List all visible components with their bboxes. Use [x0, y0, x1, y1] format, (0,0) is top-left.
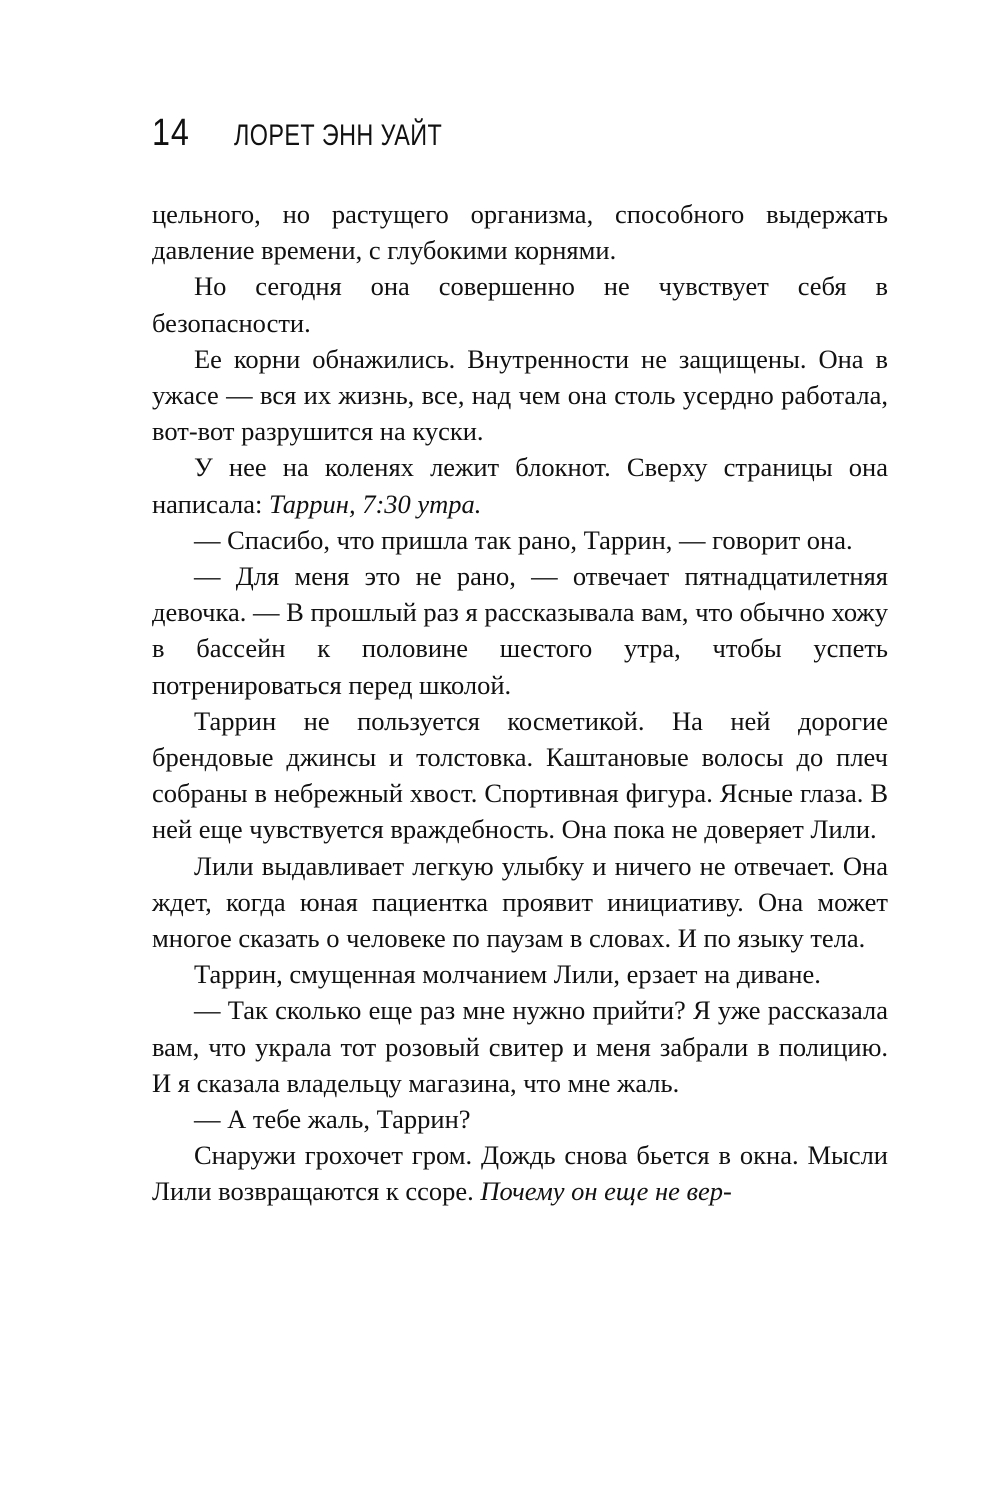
paragraph: Ее корни обнажились. Внутренности не защищены. Она в ужасе — вся их жизнь, все, над чем она столь усердно работала, вот-вот разрушится на куски. [152, 343, 888, 447]
paragraph: Снаружи грохочет гром. Дождь снова бьется в окна. Мысли Лили возвращаются к ссоре. Почему он еще не вер- [152, 1140, 888, 1207]
paragraph: — А тебе жаль, Таррин? [194, 1104, 471, 1135]
paragraph: — Так сколько еще раз мне нужно прийти? Я уже рассказала вам, что украла тот розовый свитер и меня забрали в полицию. И я сказала владельцу магазина, что мне жаль. [152, 995, 888, 1098]
author-name: ЛОРЕТ ЭНН УАЙТ [234, 119, 443, 152]
paragraph: Таррин не пользуется косметикой. На ней дорогие брендовые джинсы и толстовка. Каштановые волосы до плеч собраны в небрежный хвост. Спортивная фигура. Ясные глаза. В ней еще чувствуется враждебность. Она пока не доверяет Лили. [152, 705, 888, 845]
italic-phrase: Почему он еще не вер- [480, 1176, 732, 1207]
page-number: 14 [152, 112, 190, 154]
body-text [152, 196, 888, 1210]
paragraph: — Спасибо, что пришла так рано, Таррин, — говорит она. [194, 524, 853, 555]
paragraph: Таррин, смущенная молчанием Лили, ерзает на диване. [194, 959, 821, 990]
italic-phrase: Таррин, 7:30 утра. [269, 488, 482, 519]
paragraph: У нее на коленях лежит блокнот. Сверху страницы она написала: Таррин, 7:30 утра. [152, 452, 888, 519]
running-head [152, 112, 888, 170]
paragraph: Но сегодня она совершенно не чувствует себя в безопасности. [152, 271, 888, 338]
paragraph: Лили выдавливает легкую улыбку и ничего не отвечает. Она ждет, когда юная пациентка проявит инициативу. Она может многое сказать о человеке по паузам в словах. И по языку тела. [152, 850, 888, 954]
paragraph: — Для меня это не рано, — отвечает пятнадцатилетняя девочка. — В прошлый раз я рассказывала вам, что обычно хожу в бассейн к половине шестого утра, чтобы успеть потренироваться перед школой. [152, 561, 888, 700]
book-page [152, 112, 888, 1210]
paragraph: цельного, но растущего организма, способного выдержать давление времени, с глубокими корнями. [152, 199, 888, 266]
